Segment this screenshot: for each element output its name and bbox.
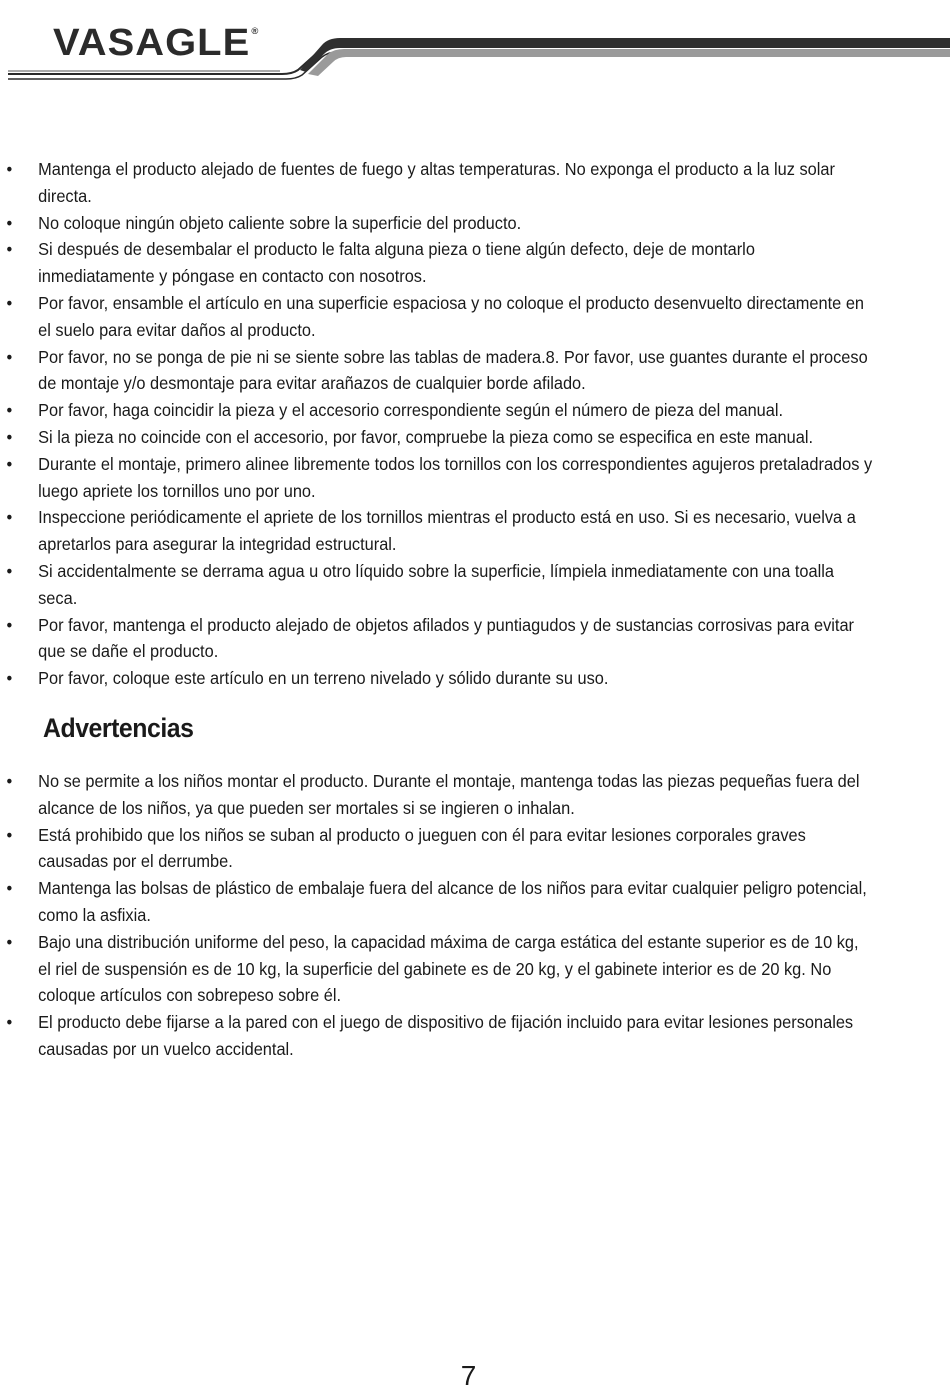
list-item: • No coloque ningún objeto caliente sobre la superficie del producto. — [0, 210, 893, 237]
list-item: • Durante el montaje, primero alinee libremente todos los tornillos con los correspondientes agujeros pretaladrados y luego apriete los tornillos uno por uno. — [0, 451, 893, 505]
list-item: • Si accidentalmente se derrama agua u otro líquido sobre la superficie, límpiela inmediatamente con una toalla seca. — [0, 558, 893, 612]
page-number: 7 — [460, 1360, 477, 1391]
warnings-heading: Advertencias — [43, 712, 194, 743]
main-content — [0, 156, 950, 1063]
list-item: • Por favor, coloque este artículo en un terreno nivelado y sólido durante su uso. — [0, 665, 893, 692]
registered-mark: ® — [251, 26, 260, 36]
list-item: • El producto debe fijarse a la pared con el juego de dispositivo de fijación incluido para evitar lesiones personales causadas por un vuelco accidental. — [0, 1009, 893, 1063]
list-item: • Si la pieza no coincide con el accesorio, por favor, compruebe la pieza como se especifica en este manual. — [0, 424, 893, 451]
bullet: • — [6, 159, 13, 179]
bullet: • — [6, 931, 13, 952]
bullet: • — [6, 453, 13, 474]
list-item: • Está prohibido que los niños se suban al producto o jueguen con él para evitar lesiones corporales graves causadas por el derrumbe. — [0, 822, 893, 876]
precautions-list — [0, 156, 950, 692]
list-item: • Por favor, no se ponga de pie ni se siente sobre las tablas de madera.8. Por favor, use guantes durante el proceso de montaje y/o desmontaje para evitar arañazos de cualquier borde afilado. — [0, 344, 893, 398]
bullet: • — [6, 824, 13, 845]
bullet: • — [6, 614, 13, 635]
list-item: • Si después de desembalar el producto le falta alguna pieza o tiene algún defecto, deje de montarlo inmediatamente y póngase en contacto con nosotros. — [0, 236, 893, 290]
list-item: • Por favor, haga coincidir la pieza y el accesorio correspondiente según el número de pieza del manual. — [0, 397, 893, 424]
list-item: • Mantenga las bolsas de plástico de embalaje fuera del alcance de los niños para evitar cualquier peligro potencial, como la asfixia. — [0, 875, 893, 929]
brand-logo — [53, 24, 259, 62]
page-header — [0, 0, 950, 90]
bullet: • — [6, 668, 13, 689]
bullet: • — [6, 239, 13, 260]
list-item: • Bajo una distribución uniforme del peso, la capacidad máxima de carga estática del estante superior es de 10 kg, el riel de suspensión es de 10 kg, la superficie del gabinete es de 20 kg, y el gabinete interior es de 20 kg. No coloque artículos con sobrepeso sobre él. — [0, 929, 893, 1009]
bullet: • — [6, 426, 13, 447]
list-item: • Por favor, mantenga el producto alejado de objetos afilados y puntiagudos y de sustancias corrosivas para evitar que se dañe el producto. — [0, 612, 893, 666]
bullet: • — [6, 346, 13, 367]
list-item: • Inspeccione periódicamente el apriete de los tornillos mientras el producto está en uso. Si es necesario, vuelva a apretarlos para asegurar la integridad estructural. — [0, 504, 893, 558]
bullet: • — [6, 560, 13, 581]
bullet: • — [6, 1012, 13, 1033]
brand-name: VASAGLE — [53, 22, 251, 64]
list-item: • Mantenga el producto alejado de fuentes de fuego y altas temperaturas. No exponga el producto a la luz solar directa. — [0, 156, 893, 210]
list-item: • No se permite a los niños montar el producto. Durante el montaje, mantenga todas las piezas pequeñas fuera del alcance de los niños, ya que pueden ser mortales si se ingieren o inhalan. — [0, 768, 893, 822]
list-item: • Por favor, ensamble el artículo en una superficie espaciosa y no coloque el producto desenvuelto directamente en el suelo para evitar daños al producto. — [0, 290, 893, 344]
bullet: • — [6, 400, 13, 421]
warnings-list — [0, 768, 950, 1063]
bullet: • — [6, 878, 13, 899]
bullet: • — [6, 292, 13, 313]
bullet: • — [6, 770, 13, 791]
bullet: • — [6, 507, 13, 528]
bullet: • — [6, 212, 13, 233]
